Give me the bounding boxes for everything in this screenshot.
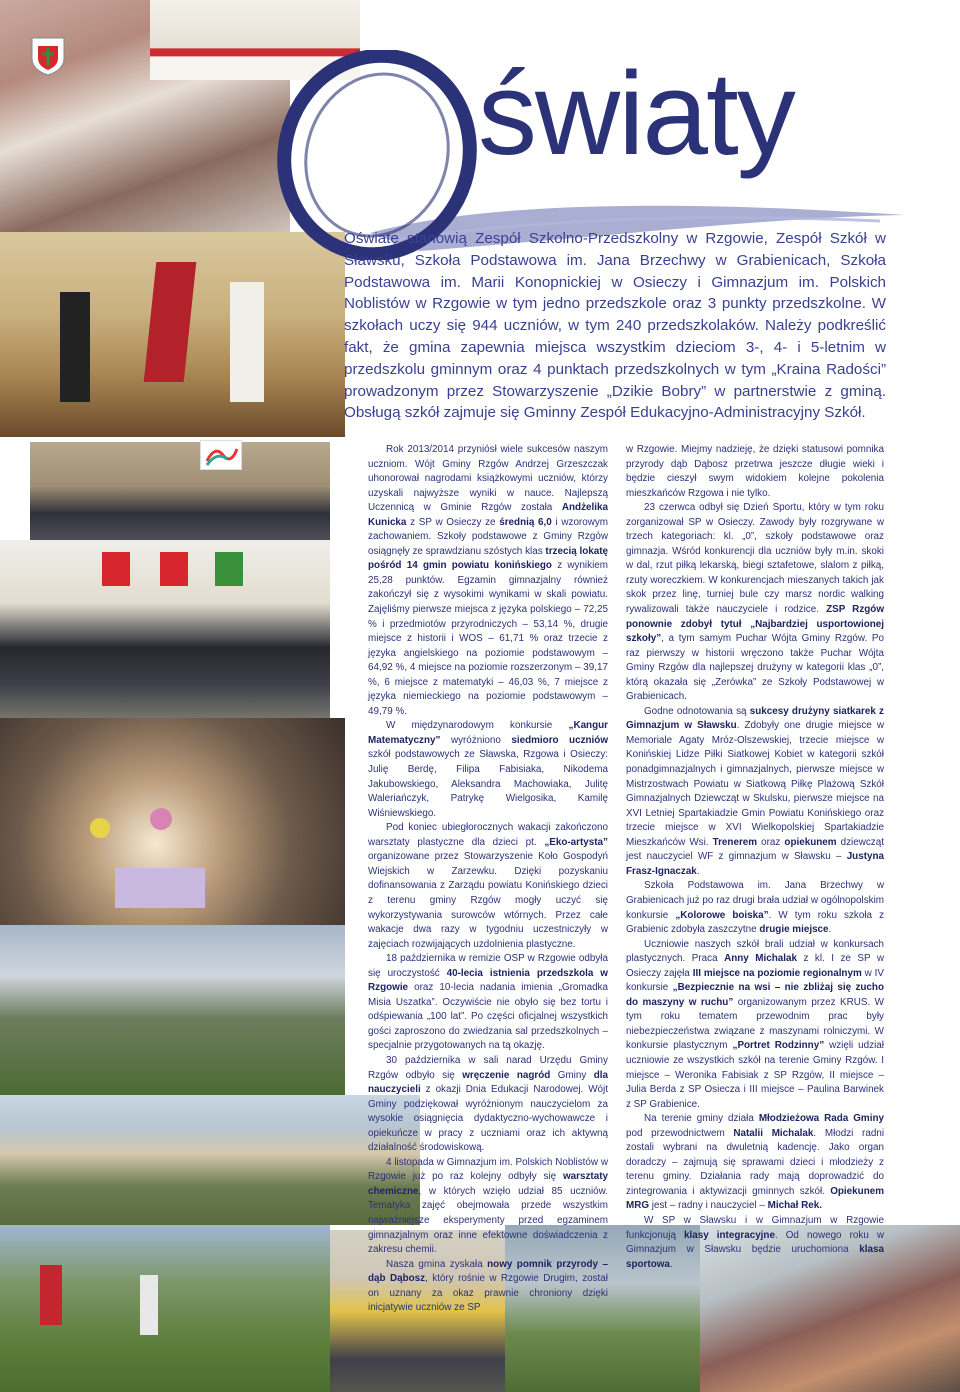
article-column-left	[368, 443, 608, 1316]
photo-field-game	[0, 1225, 330, 1392]
article-column-right	[626, 443, 884, 1272]
paragraph: Nasza gmina zyskała nowy pomnik przyrody – dąb Dąbosz, który rośnie w Rzgowie Drugim, został on uznany za okaz prawnie chroniony dzięki inicjatywie uczniów ze SP	[368, 1258, 608, 1314]
sports-badge-icon	[200, 440, 242, 470]
photo-flag-ceremony	[0, 232, 345, 437]
paragraph: 4 listopada w Gimnazjum im. Polskich Noblistów w Rzgowie już po raz kolejny odbyły się warsztaty chemiczne, w których wzięło udział 85 uczniów. Tematyka zajęć obejmowała przede wszystkim najważniejsze eksperymenty przed egzaminem gimnazjalnym oraz inne efektowne doświadczenia z zakresu chemii.	[368, 1156, 608, 1256]
intro-paragraph	[344, 228, 886, 424]
photo-school-building	[0, 1095, 420, 1225]
photo-award-ceremony	[0, 540, 330, 720]
coat-of-arms-icon	[30, 36, 66, 76]
photo-birthday-cake	[0, 718, 345, 928]
paragraph: Na terenie gminy działa Młodzieżowa Rada Gminy pod przewodnictwem Natalii Michalak. Młodzi radni zostali wybrani na dwuletnią kadencję. Jako organ doradczy – zajmują się sprawami dzieci i młodzieży z terenu gminy. Działania rady mają doprowadzić do zintegrowania i aktywizacji gminnych szkół. Opiekunem MRG jest – radny i nauczyciel – Michał Rek.	[626, 1113, 885, 1212]
paragraph: Pod koniec ubiegłorocznych wakacji zakończono warsztaty plastyczne dla dzieci pt. „Eko-artysta” organizowane przez Stowarzyszenie Koło Gospodyń Wiejskich w Zarzewku. Dzięki pozyskaniu dofinansowania z Zarządu powiatu Konińskiego dzieci z terenu gminy Rzgów mogły uczyć się wykorzystywania surowców wtórnych. Przez całe wakacje dwa razy w tygodniu uczestniczyły w zajęciach rozwijających uzdolnienia plastyczne.	[368, 822, 608, 950]
paragraph: W SP w Sławsku i w Gimnazjum w Rzgowie funkcjonują klasy integracyjne. Od nowego roku w Gimnazjum w Sławsku będzie uruchomiona klasa sportowa.	[626, 1214, 884, 1270]
paragraph: W międzynarodowym konkursie „Kangur Matematyczny” wyróżniono siedmioro uczniów szkół podstawowych ze Sławska, Rzgowa i Osieczy: Julię Berdę, Filipa Fabisiaka, Nikodema Jakubowskiego, Aleksandra Machowiaka, Julitę Waleriańczyk, Patrykę Wielgosika, Kamilę Wiśniewskiego.	[368, 720, 608, 819]
photo-students-desk	[30, 442, 330, 552]
paragraph: Uczniowie naszych szkół brali udział w konkursach plastycznych. Praca Anny Michalak z kl. I ze SP w Osieczy zajęła III miejsce na poziomie regionalnym w IV konkursie „Bezpiecznie na wsi – nie zbliżaj się zucho do maszyny w ruchu” organizowanym przez KRUS. W tym roku tematem przewodnim prac były niebezpieczeństwa związane z maszynami rolniczymi. W konkursie plastycznym „Portret Rodzinny” wzięli udział uczniowie ze wszystkich szkół na terenie Gminy Rzgów. I miejsce – Weronika Fabisiak z SP Rzgów, II miejsce – Julia Berda z SP Osiecza i III miejsce – Paulina Barwinek z SP Grabienice.	[626, 938, 884, 1110]
paragraph: 30 października w sali narad Urzędu Gminy Rzgów odbyło się wręczenie nagród Gminy dla nauczycieli z okazji Dnia Edukacji Narodowej. Wójt Gminy podziękował wyróżnionym nauczycielom za wysokie osiągnięcia dydaktyczno-wychowawcze i opiekuńcze w pracy z uczniami oraz ich aktywną działalność środowiskową.	[368, 1054, 608, 1154]
photo-sports-day-group	[0, 925, 345, 1095]
paragraph: Rok 2013/2014 przyniósł wiele sukcesów naszym uczniom. Wójt Gminy Rzgów Andrzej Grzeszczak uhonorował nagrodami książkowymi uczniów, którzy uzyskali najwyższe wyniki w nauce. Najlepszą Uczennicą w Gminie Rzgów została Andżelika Kunicka z SP w Osieczy ze średnią 6,0 i wzorowym zachowaniem. Szkoły podstawowe z Gminy Rzgów osiągnęły ze sprawdzianu szóstych klas trzecią lokatę pośród 14 gmin powiatu konińskiego z wynikiem 25,28 punktów. Egzamin gimnazjalny również zakończył się z wysokimi wynikami w skali powiatu. Zajęliśmy pierwsze miejsca z języka polskiego – 72,25 % i przedmiotów przyrodniczych – 53,14 %, drugie miejsce z historii i WOS – 61,71 % oraz trzecie z języka angielskiego na poziomie podstawowym – 64,92 %, 4 miejsce na poziomie rozszerzonym – 39,17 %, 6 miejsce z matematyki – 46,03 %, 7 miejsce z języka niemieckiego na poziomie podstawowym – 49,79 %.	[368, 444, 609, 717]
paragraph: Godne odnotowania są sukcesy drużyny siatkarek z Gimnazjum w Sławsku. Zdobyły one drugie miejsce w Memoriale Agaty Mróz-Olszewskiej, trzecie miejsce w Konińskiej Lidze Piłki Siatkowej Kobiet w kategorii szkół ponadgimnazjalnych i gimnazjalnych, pierwsze miejsce w Mistrzostwach Powiatu w Siatkową Piłkę Plażową Szkół Gimnazjalnych Dziewcząt w Skulsku, pierwsze miejsce na XVI Letniej Spartakiadzie Gmin Powiatu Konińskiego oraz trzecie miejsce w XVI Wielkopolskiej Spartakiadzie Mieszkańców Wsi. Trenerem oraz opiekunem dziewcząt jest nauczyciel WF z gimnazjum w Sławsku – Justyna Frasz-Ignaczak.	[626, 705, 885, 877]
page-title: światy	[478, 48, 794, 180]
paragraph: 23 czerwca odbył się Dzień Sportu, który w tym roku zorganizował SP w Osieczy. Zawody były rozgrywane w trzech kategoriach: kl. „0”, szkoły podstawowe oraz gimnazja. Wśród konkurencji dla uczniów były m.in. skoki w dal, rzut piłką lekarską, biegi sztafetowe, slalom z piłką, rzuty woreczkiem. W konkurencjach mieszanych takich jak skok przez linę, turniej bule czy marsz nordic walking rywalizowali także nauczyciele i rodzice. ZSP Rzgów ponownie zdobył tytuł „Najbardziej usportowionej szkoły”, a tym samym Puchar Wójta Gminy Rzgów. Po raz pierwszy w historii wręczono także Puchar Wójta Gminy Rzgów dla najlepszej drużyny w kategorii klas „0”, którą okazała się „Zerówka” ze Szkoły Podstawowej w Grabienicach.	[626, 502, 885, 703]
paragraph: w Rzgowie. Miejmy nadzieję, że dzięki statusowi pomnika przyrody dąb Dąbosz przetrwa jeszcze długie wieki i będzie cieszył swym widokiem kolejne pokolenia mieszkańców Rzgowa i nie tylko.	[626, 444, 884, 499]
intro-text: Oświatę stanowią Zespół Szkolno-Przedszkolny w Rzgowie, Zespół Szkół w Sławsku, Szkoła Podstawowa im. Jana Brzechwy w Grabienicach, Szkoła Podstawowa im. Marii Konopnickiej w Osieczy i Gimnazjum im. Polskich Noblistów w Rzgowie w tym jedno przedszkole oraz 3 punkty przedszkolne. W szkołach uczy się 944 uczniów, w tym 240 przedszkolaków. Należy podkreślić fakt, że gmina zapewnia miejsca wszystkim dzieciom 3-, 4- i 5-letnim w przedszkolu gminnym oraz 4 punktach przedszkolnych w tym „Kraina Radości” prowadzonym przez Stowarzyszenie „Dzikie Bobry” w partnerstwie z gminą. Obsługą szkół zajmuje się Gminny Zespół Edukacyjno-Administracyjny Szkół.	[344, 230, 886, 422]
paragraph: 18 października w remizie OSP w Rzgowie odbyła się uroczystość 40-lecia istnienia przedszkola w Rzgowie oraz 10-lecia nadania imienia „Gromadka Misia Uszatka”. Oczywiście nie obyło się bez tortu i odśpiewania „100 lat”. Po części oficjalnej wszystkich gości zaproszono do zwiedzania sal przedszkolnych – specjalnie przygotowanych na tą okazję.	[368, 953, 608, 1052]
paragraph: Szkoła Podstawowa im. Jana Brzechwy w Grabienicach już po raz drugi brała udział w ogólnopolskim konkursie „Kolorowe boiska”. W tym roku szkoła z Grabienic zdobyła zaszczytne drugie miejsce.	[626, 880, 885, 936]
